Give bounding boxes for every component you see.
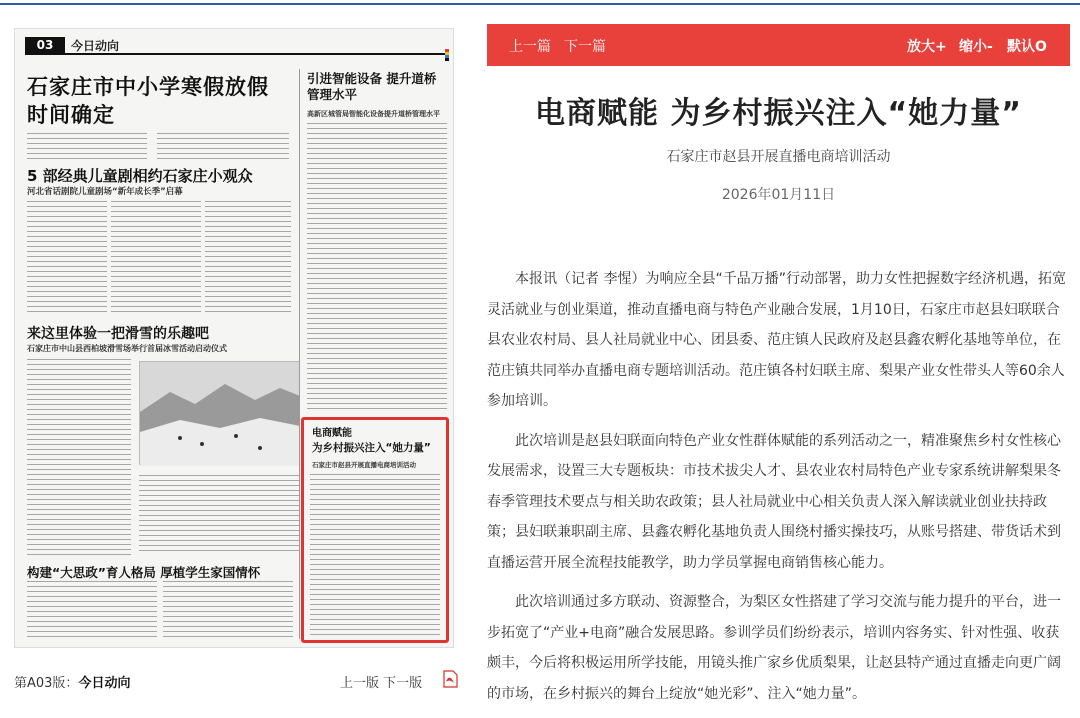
newspaper-masthead xyxy=(25,37,445,55)
column-divider xyxy=(299,69,300,639)
article-paragraph: 此次培训是赵县妇联面向特色产业女性群体赋能的系列活动之一，精准聚焦乡村女性核心发展需求，设置三大专题板块：市技术拔尖人才、县农业农村局特色产业专家系统讲解梨果冬春季管理技术要点与相关助农政策；县人社局就业中心相关负责人深入解读就业创业扶持政策；县妇联兼职副主席、县鑫农孵化基地负责人围绕村播实操技巧，从账号搭建、带货话术到直播运营开展全流程技能教学，助力学员掌握电商销售核心能力。 xyxy=(487,432,1061,571)
body-text-block xyxy=(163,581,293,641)
prev-page-link[interactable]: 上一版 xyxy=(340,676,380,691)
selected-article-highlight[interactable] xyxy=(301,417,449,643)
page-number: 03 xyxy=(25,37,65,53)
subheadline-skiing: 石家庄市中山县西柏坡滑雪场举行首届冰雪活动启动仪式 xyxy=(27,344,227,353)
subheadline-smart-equipment: 高新区城管局智能化设备提升道桥管理水平 xyxy=(307,110,440,118)
top-divider xyxy=(0,3,1080,5)
zoom-reset-button[interactable]: 默认O xyxy=(1007,39,1047,55)
page-nav xyxy=(340,672,422,691)
boxed-subtitle: 石家庄市赵县开展直播电商培训活动 xyxy=(312,461,416,469)
page-section: 今日动向 xyxy=(71,39,120,53)
body-text-block xyxy=(27,201,107,313)
body-text-block xyxy=(111,201,201,313)
next-page-link[interactable]: 下一版 xyxy=(383,676,423,691)
body-text-block xyxy=(27,133,147,161)
article-toolbar xyxy=(487,24,1070,66)
body-text-block xyxy=(27,359,131,555)
body-text-block xyxy=(157,133,289,161)
headline-skiing[interactable]: 来这里体验一把滑雪的乐趣吧 xyxy=(27,326,209,342)
body-text-block xyxy=(27,581,157,641)
body-text-block xyxy=(307,123,447,409)
print-color-bar xyxy=(445,49,449,61)
headline-children-drama[interactable]: 5 部经典儿童剧相约石家庄小观众 xyxy=(27,167,253,185)
article-title: 电商赋能 为乡村振兴注入“她力量” xyxy=(535,96,1022,131)
article-paragraph: 此次培训通过多方联动、资源整合，为梨区女性搭建了学习交流与能力提升的平台，进一步拓宽了“产业+电商”融合发展思路。参训学员们纷纷表示，培训内容务实、针对性强、收获颇丰，今后将积极运用所学技能，用镜头推广家乡优质梨果，让赵县特产通过直播走向更广阔的市场，在乡村振兴的舞台上绽放“她光彩”、注入“她力量”。 xyxy=(487,594,1061,702)
headline-winter-vacation[interactable]: 石家庄市中小学寒假放假时间确定 xyxy=(27,75,269,127)
headline-ideology-education[interactable]: 构建“大思政”育人格局 厚植学生家国情怀 xyxy=(27,565,261,580)
article-body xyxy=(487,264,1067,718)
zoom-out-button[interactable]: 缩小- xyxy=(959,39,993,55)
next-article-link[interactable]: 下一篇 xyxy=(564,39,606,55)
subheadline-children-drama: 河北省话剧院儿童剧场“新年成长季”启幕 xyxy=(27,187,183,197)
body-text-block xyxy=(139,475,299,555)
prev-article-link[interactable]: 上一篇 xyxy=(509,39,551,55)
body-text-block xyxy=(310,474,440,636)
headline-smart-equipment[interactable]: 引进智能设备 提升道桥管理水平 xyxy=(307,71,437,102)
pdf-icon[interactable] xyxy=(442,670,458,688)
newspaper-page-image[interactable] xyxy=(14,28,454,648)
article-paragraph: 本报讯（记者 李惺）为响应全县“千品万播”行动部署，助力女性把握数字经济机遇，拓宽灵活就业与创业渠道，推动直播电商与特色产业融合发展，1月10日，石家庄市赵县妇联联合县农业农村局、县人社局就业中心、团县委、范庄镇人民政府及赵县鑫农孵化基地等单位，在范庄镇共同举办直播电商专题培训活动。范庄镇各村妇联主席、梨果产业女性带头人等60余人参加培训。 xyxy=(487,271,1066,409)
page-label xyxy=(14,672,130,691)
article-date: 2026年01月11日 xyxy=(721,187,836,203)
page-label-name: 今日动向 xyxy=(78,676,131,691)
body-text-block xyxy=(205,201,291,313)
page-label-prefix: 第A03版： xyxy=(14,676,79,691)
boxed-title-line2: 为乡村振兴注入“她力量” xyxy=(312,442,431,454)
article-subtitle: 石家庄市赵县开展直播电商培训活动 xyxy=(666,149,891,165)
skiing-photo xyxy=(139,361,299,465)
zoom-in-button[interactable]: 放大+ xyxy=(907,39,947,55)
boxed-title-line1: 电商赋能 xyxy=(312,428,352,439)
